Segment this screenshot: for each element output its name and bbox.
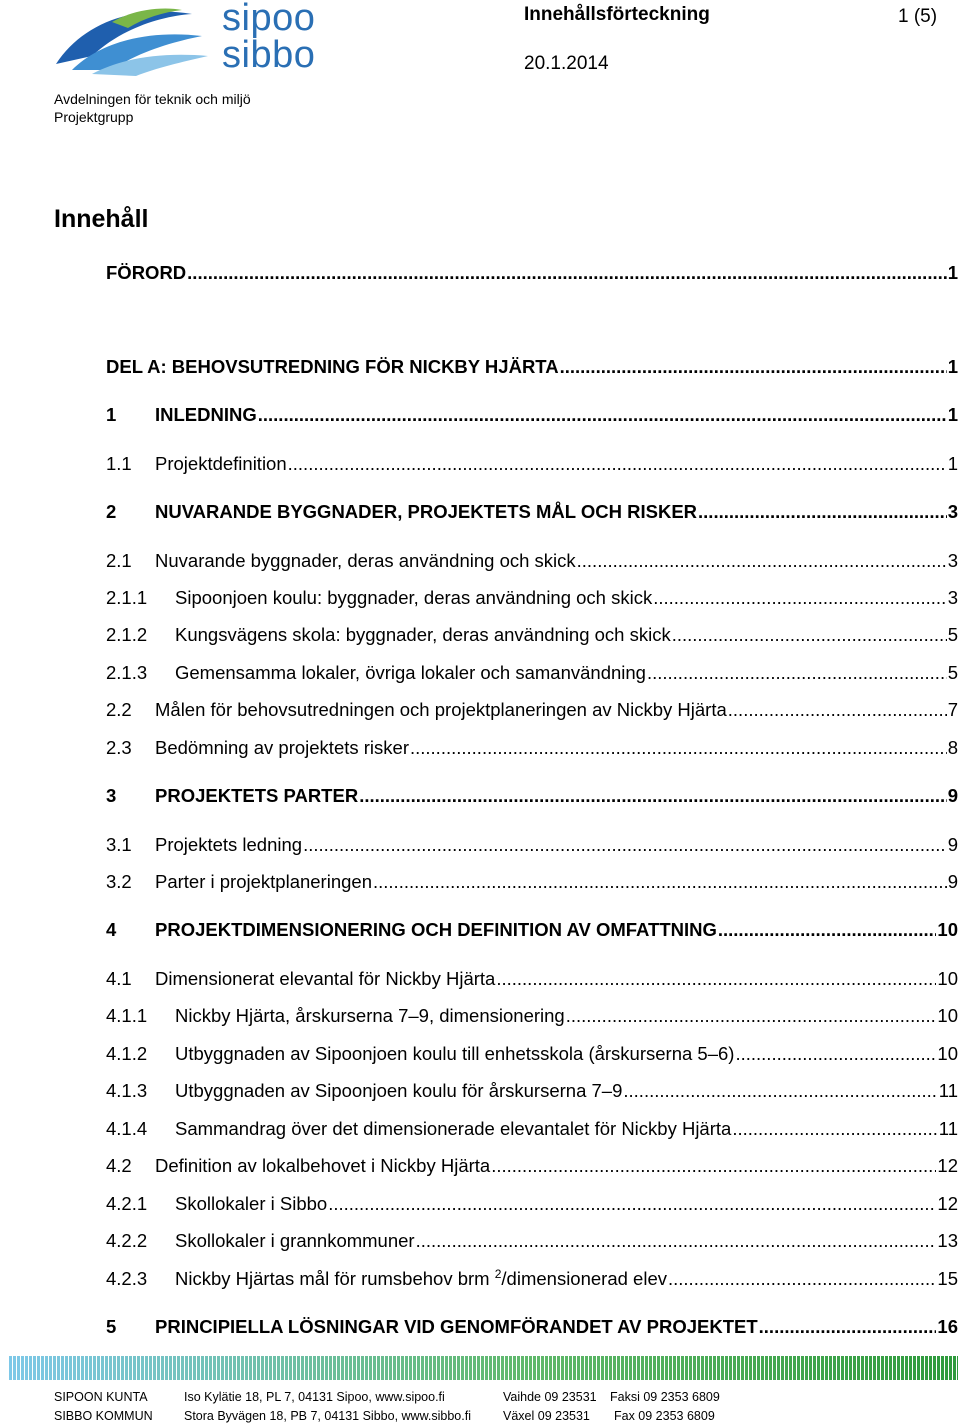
toc-number: 2 xyxy=(106,501,117,522)
toc-number: 2.1.3 xyxy=(106,662,148,683)
toc-entry[interactable] xyxy=(106,1001,958,1027)
sipoo-sibbo-logo-icon xyxy=(52,4,212,76)
toc-number: 2.1.2 xyxy=(106,624,148,645)
footer-color-bar xyxy=(8,1356,958,1380)
toc-entry[interactable] xyxy=(106,867,958,893)
toc-page: 1 xyxy=(947,453,958,474)
toc-title: Nuvarande byggnader, deras användning och skick xyxy=(155,550,576,571)
toc-title: NUVARANDE BYGGNADER, PROJEKTETS MÅL OCH RISKER xyxy=(155,501,698,522)
toc-page: 5 xyxy=(947,662,958,683)
toc-page: 5 xyxy=(947,624,958,645)
toc-entry[interactable] xyxy=(106,620,958,646)
toc-page: 10 xyxy=(937,968,958,989)
toc-number: 4.2 xyxy=(106,1155,132,1176)
toc-page: 7 xyxy=(947,699,958,720)
toc-title xyxy=(175,1263,667,1290)
toc-number: 1.1 xyxy=(106,453,132,474)
toc-title: Parter i projektplaneringen xyxy=(155,871,372,892)
toc-page: 3 xyxy=(947,550,958,571)
toc-title: Skollokaler i Sibbo xyxy=(175,1193,328,1214)
toc-title: Projektets ledning xyxy=(155,834,303,855)
toc-page: 3 xyxy=(947,587,958,608)
toc-title: INLEDNING xyxy=(155,404,257,425)
toc-number: 4 xyxy=(106,919,117,940)
toc-entry[interactable] xyxy=(106,830,958,856)
department-name: Avdelningen för teknik och miljö xyxy=(54,91,251,107)
toc-title-superscript: 2 xyxy=(494,1266,502,1281)
toc-entry[interactable] xyxy=(106,400,958,426)
toc-page: 9 xyxy=(947,834,958,855)
toc-title: DEL A: BEHOVSUTREDNING FÖR NICKBY HJÄRTA xyxy=(106,356,559,377)
toc-entry[interactable] xyxy=(106,1226,958,1252)
toc-entry[interactable] xyxy=(106,449,958,475)
toc-number: 1 xyxy=(106,404,117,425)
toc-page: 1 xyxy=(947,356,958,377)
toc-title: PROJEKTDIMENSIONERING OCH DEFINITION AV OMFATTNING xyxy=(155,919,717,940)
toc-entry[interactable] xyxy=(106,781,958,807)
toc-number: 5 xyxy=(106,1316,117,1337)
toc-page: 13 xyxy=(937,1230,958,1251)
page-number: 1 (5) xyxy=(898,6,938,27)
toc-page: 9 xyxy=(947,785,958,806)
toc-title: Gemensamma lokaler, övriga lokaler och samanvändning xyxy=(175,662,646,683)
toc-page: 8 xyxy=(947,737,958,758)
toc-number: 4.1.4 xyxy=(106,1118,148,1139)
footer-phone-fi: Vaihde 09 23531 xyxy=(503,1390,597,1404)
toc-number: 4.1.2 xyxy=(106,1043,148,1064)
toc-entry[interactable] xyxy=(106,497,958,523)
toc-title: Definition av lokalbehovet i Nickby Hjärta xyxy=(155,1155,491,1176)
toc-page: 9 xyxy=(947,871,958,892)
toc-page: 10 xyxy=(937,919,958,940)
footer-address-sv: Stora Byvägen 18, PB 7, 04131 Sibbo, www.sibbo.fi xyxy=(184,1409,471,1423)
toc-title-main: Nickby Hjärtas mål för rumsbehov brm xyxy=(175,1268,490,1289)
logo-wordmark xyxy=(222,0,315,74)
footer-fax-fi: Faksi 09 2353 6809 xyxy=(610,1390,720,1404)
toc-title: Målen för behovsutredningen och projektplaneringen av Nickby Hjärta xyxy=(155,699,727,720)
footer-phone-sv: Växel 09 23531 xyxy=(503,1409,590,1423)
toc-page: 10 xyxy=(937,1043,958,1064)
toc-number: 4.1.1 xyxy=(106,1005,148,1026)
toc-title: Sipoonjoen koulu: byggnader, deras användning och skick xyxy=(175,587,653,608)
toc-title: Dimensionerat elevantal för Nickby Hjärta xyxy=(155,968,496,989)
group-name: Projektgrupp xyxy=(54,109,134,125)
toc-title: PRINCIPIELLA LÖSNINGAR VID GENOMFÖRANDET AV PROJEKTET xyxy=(155,1316,758,1337)
toc-number: 2.1.1 xyxy=(106,587,148,608)
toc-entry[interactable] xyxy=(106,1264,958,1290)
toc-number: 4.2.1 xyxy=(106,1193,148,1214)
toc-number: 4.2.3 xyxy=(106,1268,148,1289)
toc-entry[interactable] xyxy=(106,915,958,941)
toc-title: Utbyggnaden av Sipoonjoen koulu för årskurserna 7–9 xyxy=(175,1080,623,1101)
toc-title: Projektdefinition xyxy=(155,453,287,474)
document-title: Innehållsförteckning xyxy=(524,4,710,25)
document-date: 20.1.2014 xyxy=(524,53,609,74)
toc-entry[interactable] xyxy=(106,1076,958,1102)
toc-page: 11 xyxy=(938,1118,958,1139)
toc-entry[interactable] xyxy=(106,695,958,721)
footer-org-sv: SIBBO KOMMUN xyxy=(54,1409,153,1423)
toc-number: 2.2 xyxy=(106,699,132,720)
toc-number: 3 xyxy=(106,785,117,806)
toc-number: 2.1 xyxy=(106,550,132,571)
logo-line-sipoo: sipoo xyxy=(222,0,316,39)
toc-title: Kungsvägens skola: byggnader, deras användning och skick xyxy=(175,624,671,645)
toc-number: 3.2 xyxy=(106,871,132,892)
toc-number: 4.1.3 xyxy=(106,1080,148,1101)
toc-page: 1 xyxy=(947,404,958,425)
contents-heading: Innehåll xyxy=(54,205,149,233)
toc-entry[interactable] xyxy=(106,964,958,990)
toc-entry[interactable] xyxy=(106,658,958,684)
toc-number: 2.3 xyxy=(106,737,132,758)
toc-page: 16 xyxy=(937,1316,958,1337)
toc-title: Sammandrag över det dimensionerade elevantalet för Nickby Hjärta xyxy=(175,1118,732,1139)
toc-page: 11 xyxy=(938,1080,958,1101)
toc-entry[interactable] xyxy=(106,1189,958,1215)
toc-page: 12 xyxy=(937,1193,958,1214)
toc-page: 15 xyxy=(937,1268,958,1289)
toc-title: Nickby Hjärta, årskurserna 7–9, dimensionering xyxy=(175,1005,565,1026)
toc-page: 1 xyxy=(947,262,958,283)
toc-entry[interactable] xyxy=(106,1151,958,1177)
toc-entry[interactable] xyxy=(106,352,958,378)
toc-title: Utbyggnaden av Sipoonjoen koulu till enhetsskola (årskurserna 5–6) xyxy=(175,1043,735,1064)
toc-number: 4.2.2 xyxy=(106,1230,148,1251)
toc-title: FÖRORD xyxy=(106,262,187,283)
toc-page: 10 xyxy=(937,1005,958,1026)
toc-page: 12 xyxy=(937,1155,958,1176)
footer-fax-sv: Fax 09 2353 6809 xyxy=(614,1409,715,1423)
toc-entry[interactable] xyxy=(106,1114,958,1140)
toc-entry[interactable] xyxy=(106,1039,958,1065)
toc-title-rest: /dimensionerad elev xyxy=(501,1268,667,1289)
toc-page: 3 xyxy=(947,501,958,522)
department-block xyxy=(54,90,251,126)
toc-entry[interactable] xyxy=(106,733,958,759)
toc-entry[interactable] xyxy=(106,546,958,572)
toc-number: 4.1 xyxy=(106,968,132,989)
footer-address-fi: Iso Kylätie 18, PL 7, 04131 Sipoo, www.sipoo.fi xyxy=(184,1390,445,1404)
footer-org-fi: SIPOON KUNTA xyxy=(54,1390,148,1404)
toc-entry[interactable] xyxy=(106,258,958,284)
toc-entry[interactable] xyxy=(106,1312,958,1338)
toc-title: Bedömning av projektets risker xyxy=(155,737,409,758)
toc-entry[interactable] xyxy=(106,583,958,609)
logo-line-sibbo: sibbo xyxy=(222,34,316,76)
toc-title: PROJEKTETS PARTER xyxy=(155,785,359,806)
toc-title: Skollokaler i grannkommuner xyxy=(175,1230,415,1251)
toc-number: 3.1 xyxy=(106,834,132,855)
